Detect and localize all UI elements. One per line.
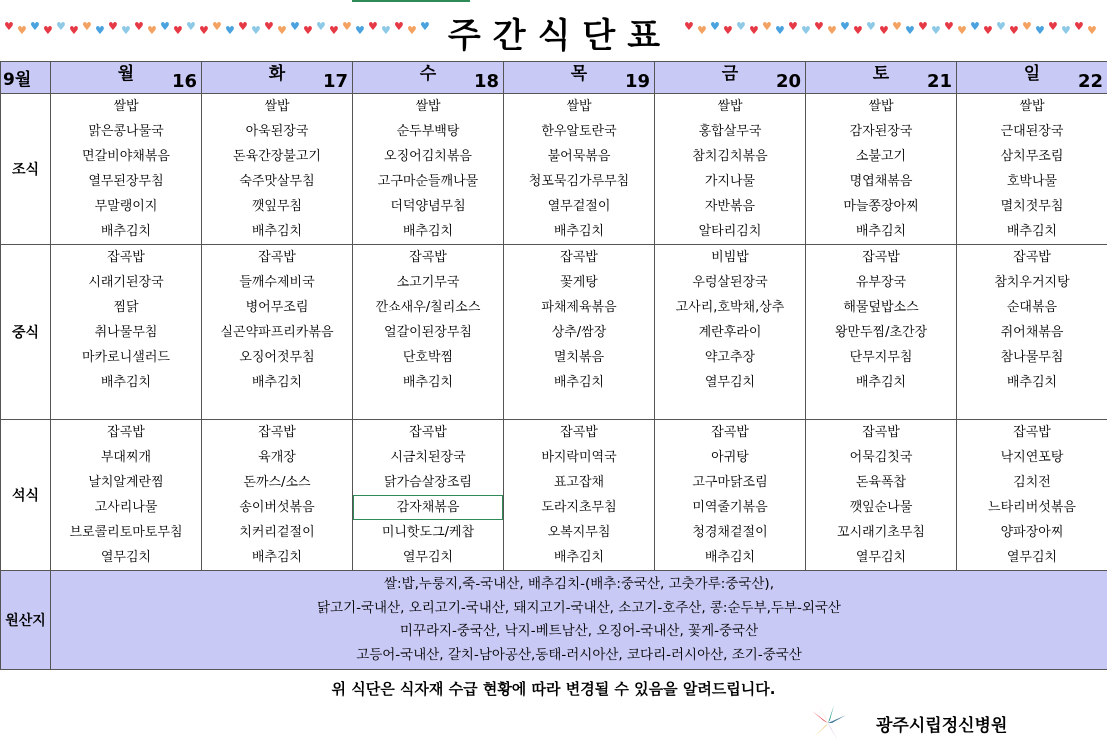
menu-item: 배추김치 — [1006, 375, 1058, 390]
heart-icon: ♥ — [368, 19, 378, 33]
day-name: 토 — [872, 64, 890, 84]
heart-icon: ♥ — [866, 19, 876, 33]
menu-item: 잡곡밥 — [258, 250, 296, 265]
menu-cell[interactable] — [202, 94, 353, 245]
day-header-2 — [353, 62, 504, 94]
menu-item: 멸치젓무침 — [1000, 199, 1064, 214]
heart-icon: ♥ — [684, 19, 694, 33]
heart-icon: ♥ — [827, 23, 837, 37]
day-number: 18 — [473, 71, 499, 92]
menu-item: 계란후라이 — [698, 325, 762, 340]
menu-item: 취나물무침 — [94, 325, 158, 340]
heart-icon: ♥ — [342, 19, 352, 33]
menu-cell[interactable] — [202, 245, 353, 420]
heart-icon: ♥ — [121, 23, 131, 37]
menu-item: 잡곡밥 — [1013, 250, 1051, 265]
heart-icon: ♥ — [30, 19, 40, 33]
menu-item: 멸치볶음 — [553, 350, 605, 365]
heart-icon: ♥ — [316, 19, 326, 33]
menu-item: 삼치무조림 — [1000, 149, 1064, 164]
menu-item: 배추김치 — [553, 550, 605, 565]
menu-item: 날치알계란찜 — [88, 475, 164, 490]
menu-item: 참치김치볶음 — [692, 149, 768, 164]
day-number: 22 — [1077, 71, 1103, 92]
menu-item: 꽃게탕 — [560, 275, 598, 290]
heart-icon: ♥ — [290, 19, 300, 33]
menu-item: 오징어젓무침 — [239, 350, 315, 365]
menu-item: 잡곡밥 — [258, 425, 296, 440]
day-number: 16 — [171, 71, 197, 92]
menu-item: 쌀밥 — [264, 99, 290, 114]
menu-item: 낙지연포탕 — [1000, 450, 1064, 465]
menu-item: 배추김치 — [704, 550, 756, 565]
heart-icon: ♥ — [918, 19, 928, 33]
heart-icon: ♥ — [697, 23, 707, 37]
menu-item: 잡곡밥 — [409, 425, 447, 440]
heart-icon: ♥ — [1074, 19, 1084, 33]
heart-icon: ♥ — [108, 19, 118, 33]
menu-item: 브로콜리토마토무침 — [69, 525, 183, 540]
menu-item: 잡곡밥 — [107, 425, 145, 440]
heart-icon: ♥ — [186, 19, 196, 33]
menu-item: 가지나물 — [704, 174, 756, 189]
heart-icon: ♥ — [69, 23, 79, 37]
heart-icon: ♥ — [1009, 23, 1019, 37]
menu-item: 열무김치 — [855, 550, 907, 565]
menu-item: 근대된장국 — [1000, 124, 1064, 139]
menu-item: 알타리김치 — [698, 224, 762, 239]
menu-cell[interactable] — [504, 94, 655, 245]
heart-icon: ♥ — [944, 19, 954, 33]
menu-item: 청포묵김가루무침 — [528, 174, 630, 189]
heart-icon: ♥ — [762, 19, 772, 33]
menu-item: 참나물무침 — [1000, 350, 1064, 365]
menu-item: 비빔밥 — [711, 250, 749, 265]
menu-item: 배추김치 — [855, 375, 907, 390]
menu-item: 깻잎순나물 — [849, 500, 913, 515]
menu-cell[interactable] — [353, 245, 504, 420]
menu-cell[interactable] — [655, 420, 806, 571]
menu-item: 꼬시래기초무침 — [837, 525, 925, 540]
menu-item: 쌀밥 — [113, 99, 139, 114]
menu-item: 돈육폭찹 — [855, 475, 907, 490]
menu-item: 열무겉절이 — [547, 199, 611, 214]
menu-item: 고사리,호박채,상추 — [675, 300, 785, 315]
heart-icon: ♥ — [212, 19, 222, 33]
menu-item: 닭가슴살장조림 — [384, 475, 472, 490]
day-header-6 — [957, 62, 1107, 94]
menu-item: 불어묵볶음 — [547, 149, 611, 164]
meal-label: 석식 — [1, 420, 51, 571]
day-name: 월 — [117, 64, 135, 84]
menu-item: 배추김치 — [402, 375, 454, 390]
origin-line: 고등어-국내산, 갈치-남아공산,동태-러시아산, 코다리-러시아산, 조기-중국산 — [356, 646, 802, 663]
day-number: 20 — [775, 71, 801, 92]
heart-icon: ♥ — [394, 19, 404, 33]
menu-item: 유부장국 — [855, 275, 907, 290]
day-header-0 — [51, 62, 202, 94]
menu-item: 배추김치 — [553, 375, 605, 390]
menu-item: 배추김치 — [402, 224, 454, 239]
hospital-logo-icon — [808, 703, 848, 743]
menu-item: 배추김치 — [251, 550, 303, 565]
month-label: 9월 — [3, 70, 32, 90]
menu-cell[interactable] — [51, 245, 202, 420]
menu-table — [0, 61, 1107, 670]
month-cell — [1, 62, 51, 94]
menu-item: 쌀밥 — [717, 99, 743, 114]
menu-item: 맑은콩나물국 — [88, 124, 164, 139]
menu-item: 쌀밥 — [566, 99, 592, 114]
menu-item: 느타리버섯볶음 — [988, 500, 1076, 515]
menu-item: 약고추장 — [704, 350, 756, 365]
day-name: 수 — [419, 64, 437, 84]
menu-item: 마늘쫑장아찌 — [843, 199, 919, 214]
menu-cell[interactable] — [504, 420, 655, 571]
menu-item: 쌀밥 — [868, 99, 894, 114]
day-header-3 — [504, 62, 655, 94]
menu-cell[interactable] — [957, 94, 1107, 245]
menu-item: 무말랭이지 — [94, 199, 158, 214]
menu-cell[interactable] — [51, 420, 202, 571]
origin-row — [1, 571, 1107, 670]
heart-icon: ♥ — [775, 23, 785, 37]
menu-item: 참치우거지탕 — [994, 275, 1070, 290]
menu-item: 부대찌개 — [100, 450, 152, 465]
heart-icon: ♥ — [147, 23, 157, 37]
heart-icon: ♥ — [17, 23, 27, 37]
menu-item: 우렁살된장국 — [692, 275, 768, 290]
day-header-1 — [202, 62, 353, 94]
menu-item: 얼갈이된장무침 — [384, 325, 472, 340]
heart-icon: ♥ — [134, 19, 144, 33]
menu-item: 열무김치 — [1006, 550, 1058, 565]
heart-icon: ♥ — [407, 23, 417, 37]
heart-garland-left — [4, 17, 444, 39]
menu-item: 배추김치 — [855, 224, 907, 239]
heart-icon: ♥ — [723, 23, 733, 37]
menu-item: 단호박찜 — [402, 350, 454, 365]
menu-cell[interactable] — [353, 420, 504, 571]
menu-item: 표고잡채 — [553, 475, 605, 490]
menu-item: 쥐어채볶음 — [1000, 325, 1064, 340]
menu-cell[interactable] — [51, 94, 202, 245]
menu-item: 열무김치 — [402, 550, 454, 565]
menu-item: 잡곡밥 — [560, 250, 598, 265]
menu-item: 소불고기 — [855, 149, 907, 164]
menu-cell[interactable] — [957, 245, 1107, 420]
meal-row-1 — [1, 245, 1107, 420]
menu-cell[interactable] — [957, 420, 1107, 571]
heart-icon: ♥ — [329, 23, 339, 37]
heart-icon: ♥ — [95, 23, 105, 37]
heart-icon: ♥ — [225, 23, 235, 37]
selected-menu-item: 감자채볶음 — [353, 495, 503, 520]
menu-item: 도라지초무침 — [541, 500, 617, 515]
menu-cell[interactable] — [806, 245, 957, 420]
origin-line: 미꾸라지-중국산, 낙지-베트남산, 오징어-국내산, 꽃게-중국산 — [399, 623, 759, 639]
heart-icon: ♥ — [303, 23, 313, 37]
menu-item: 배추김치 — [100, 224, 152, 239]
day-name: 금 — [721, 64, 739, 84]
meal-row-2 — [1, 420, 1107, 571]
menu-cell[interactable] — [806, 420, 957, 571]
heart-icon: ♥ — [983, 23, 993, 37]
day-number: 19 — [624, 71, 650, 92]
menu-item: 미역줄기볶음 — [692, 500, 768, 515]
menu-item: 쌀밥 — [1019, 99, 1045, 114]
meal-label: 중식 — [1, 245, 51, 420]
menu-item: 쌀밥 — [415, 99, 441, 114]
heart-icon: ♥ — [173, 23, 183, 37]
origin-label: 원산지 — [1, 571, 51, 670]
menu-item: 바지락미역국 — [541, 450, 617, 465]
menu-item: 배추김치 — [100, 375, 152, 390]
meal-label: 조식 — [1, 94, 51, 245]
heart-icon: ♥ — [277, 23, 287, 37]
heart-icon: ♥ — [957, 23, 967, 37]
menu-item: 소고기무국 — [396, 275, 460, 290]
menu-item: 배추김치 — [251, 375, 303, 390]
menu-item: 오징어김치볶음 — [384, 149, 472, 164]
heart-icon: ♥ — [801, 23, 811, 37]
heart-icon: ♥ — [788, 19, 798, 33]
menu-item: 마카로니샐러드 — [82, 350, 170, 365]
menu-item: 잡곡밥 — [107, 250, 145, 265]
menu-item: 호박나물 — [1006, 174, 1058, 189]
menu-item: 실곤약파프리카볶음 — [220, 325, 334, 340]
menu-item: 열무김치 — [704, 375, 756, 390]
menu-cell[interactable] — [202, 420, 353, 571]
menu-item: 돈육간장불고기 — [233, 149, 321, 164]
heart-icon: ♥ — [840, 19, 850, 33]
menu-item: 잡곡밥 — [560, 425, 598, 440]
day-name: 화 — [268, 64, 286, 84]
menu-item: 열무김치 — [100, 550, 152, 565]
day-header-5 — [806, 62, 957, 94]
menu-item: 찜닭 — [113, 300, 139, 315]
menu-item: 청경채겉절이 — [692, 525, 768, 540]
heart-icon: ♥ — [1035, 23, 1045, 37]
day-number: 17 — [322, 71, 348, 92]
origin-details — [51, 571, 1107, 670]
menu-item: 돈까스/소스 — [243, 475, 311, 490]
title-bar — [0, 0, 1107, 62]
menu-item: 한우알토란국 — [541, 124, 617, 139]
heart-icon: ♥ — [199, 23, 209, 37]
menu-item: 잡곡밥 — [711, 425, 749, 440]
heart-icon: ♥ — [160, 19, 170, 33]
hospital-name: 광주시립정신병원 — [876, 716, 1008, 736]
menu-item: 치커리겉절이 — [239, 525, 315, 540]
top-accent-line — [352, 0, 470, 2]
menu-item: 잡곡밥 — [862, 250, 900, 265]
heart-icon: ♥ — [892, 19, 902, 33]
menu-item: 오복지무침 — [547, 525, 611, 540]
heart-icon: ♥ — [814, 19, 824, 33]
heart-icon: ♥ — [710, 19, 720, 33]
menu-item: 깻잎무침 — [251, 199, 303, 214]
origin-line: 닭고기-국내산, 오리고기-국내산, 돼지고기-국내산, 소고기-호주산, 콩:순두부,두부-외국산 — [317, 599, 841, 616]
heart-icon: ♥ — [420, 19, 430, 33]
heart-icon: ♥ — [931, 23, 941, 37]
day-number: 21 — [926, 71, 952, 92]
notice-text: 위 식단은 식자재 수급 현황에 따라 변경될 수 있음을 알려드립니다. — [331, 680, 776, 698]
menu-item: 홍합살무국 — [698, 124, 762, 139]
menu-item: 어묵김칫국 — [849, 450, 913, 465]
menu-cell[interactable] — [655, 94, 806, 245]
menu-cell[interactable] — [806, 94, 957, 245]
heart-garland-right — [684, 17, 1104, 39]
day-header-4 — [655, 62, 806, 94]
menu-item: 자반볶음 — [704, 199, 756, 214]
menu-cell[interactable] — [353, 94, 504, 245]
menu-item: 아귀탕 — [711, 450, 749, 465]
menu-item: 배추김치 — [553, 224, 605, 239]
menu-item: 배추김치 — [1006, 224, 1058, 239]
menu-item: 열무된장무침 — [88, 174, 164, 189]
menu-item: 시금치된장국 — [390, 450, 466, 465]
menu-item: 고구마닭조림 — [692, 475, 768, 490]
heart-icon: ♥ — [1022, 19, 1032, 33]
menu-item: 김치전 — [1013, 475, 1051, 490]
menu-item: 단무지무침 — [849, 350, 913, 365]
day-name: 일 — [1023, 64, 1041, 84]
menu-item: 숙주맛살무침 — [239, 174, 315, 189]
heart-icon: ♥ — [853, 23, 863, 37]
menu-item: 아욱된장국 — [245, 124, 309, 139]
menu-item: 왕만두찜/초간장 — [834, 325, 928, 340]
heart-icon: ♥ — [381, 23, 391, 37]
menu-cell[interactable] — [655, 245, 806, 420]
heart-icon: ♥ — [238, 19, 248, 33]
menu-item: 잡곡밥 — [1013, 425, 1051, 440]
menu-item: 더덕양념무침 — [390, 199, 466, 214]
heart-icon: ♥ — [4, 19, 14, 33]
menu-item: 들깨수제비국 — [239, 275, 315, 290]
heart-icon: ♥ — [251, 23, 261, 37]
heart-icon: ♥ — [43, 23, 53, 37]
menu-item: 명엽채볶음 — [849, 174, 913, 189]
menu-item: 송이버섯볶음 — [239, 500, 315, 515]
menu-item: 면갈비야채볶음 — [82, 149, 170, 164]
menu-item: 잡곡밥 — [862, 425, 900, 440]
origin-line: 쌀:밥,누룽지,죽-국내산, 배추김치-(배추:중국산, 고춧가루:중국산), — [384, 576, 774, 592]
menu-item: 해물덮밥소스 — [843, 300, 919, 315]
menu-item: 시래기된장국 — [88, 275, 164, 290]
menu-item: 양파장아찌 — [1000, 525, 1064, 540]
menu-item: 고구마순들깨나물 — [377, 174, 479, 189]
menu-item: 육개장 — [258, 450, 296, 465]
heart-icon: ♥ — [905, 23, 915, 37]
day-header-row — [1, 62, 1107, 94]
heart-icon: ♥ — [1087, 23, 1097, 37]
day-name: 목 — [570, 64, 588, 84]
heart-icon: ♥ — [56, 19, 66, 33]
meal-row-0 — [1, 94, 1107, 245]
heart-icon: ♥ — [879, 23, 889, 37]
heart-icon: ♥ — [749, 23, 759, 37]
page-title: 주간식단표 — [447, 16, 673, 56]
menu-item: 잡곡밥 — [409, 250, 447, 265]
menu-item: 깐쇼새우/칠리소스 — [375, 300, 481, 315]
heart-icon: ♥ — [996, 19, 1006, 33]
menu-cell[interactable] — [504, 245, 655, 420]
heart-icon: ♥ — [1048, 19, 1058, 33]
menu-item: 순대볶음 — [1006, 300, 1058, 315]
menu-item: 감자된장국 — [849, 124, 913, 139]
heart-icon: ♥ — [355, 23, 365, 37]
menu-item: 병어무조림 — [245, 300, 309, 315]
menu-item: 파채제육볶음 — [541, 300, 617, 315]
heart-icon: ♥ — [1061, 23, 1071, 37]
menu-item: 배추김치 — [251, 224, 303, 239]
heart-icon: ♥ — [736, 19, 746, 33]
heart-icon: ♥ — [264, 19, 274, 33]
menu-item: 고사리나물 — [94, 500, 158, 515]
heart-icon: ♥ — [970, 19, 980, 33]
menu-item: 미니핫도그/케찹 — [381, 525, 475, 540]
menu-item: 상추/쌈장 — [551, 325, 607, 340]
menu-item: 순두부백탕 — [396, 124, 460, 139]
heart-icon: ♥ — [82, 19, 92, 33]
